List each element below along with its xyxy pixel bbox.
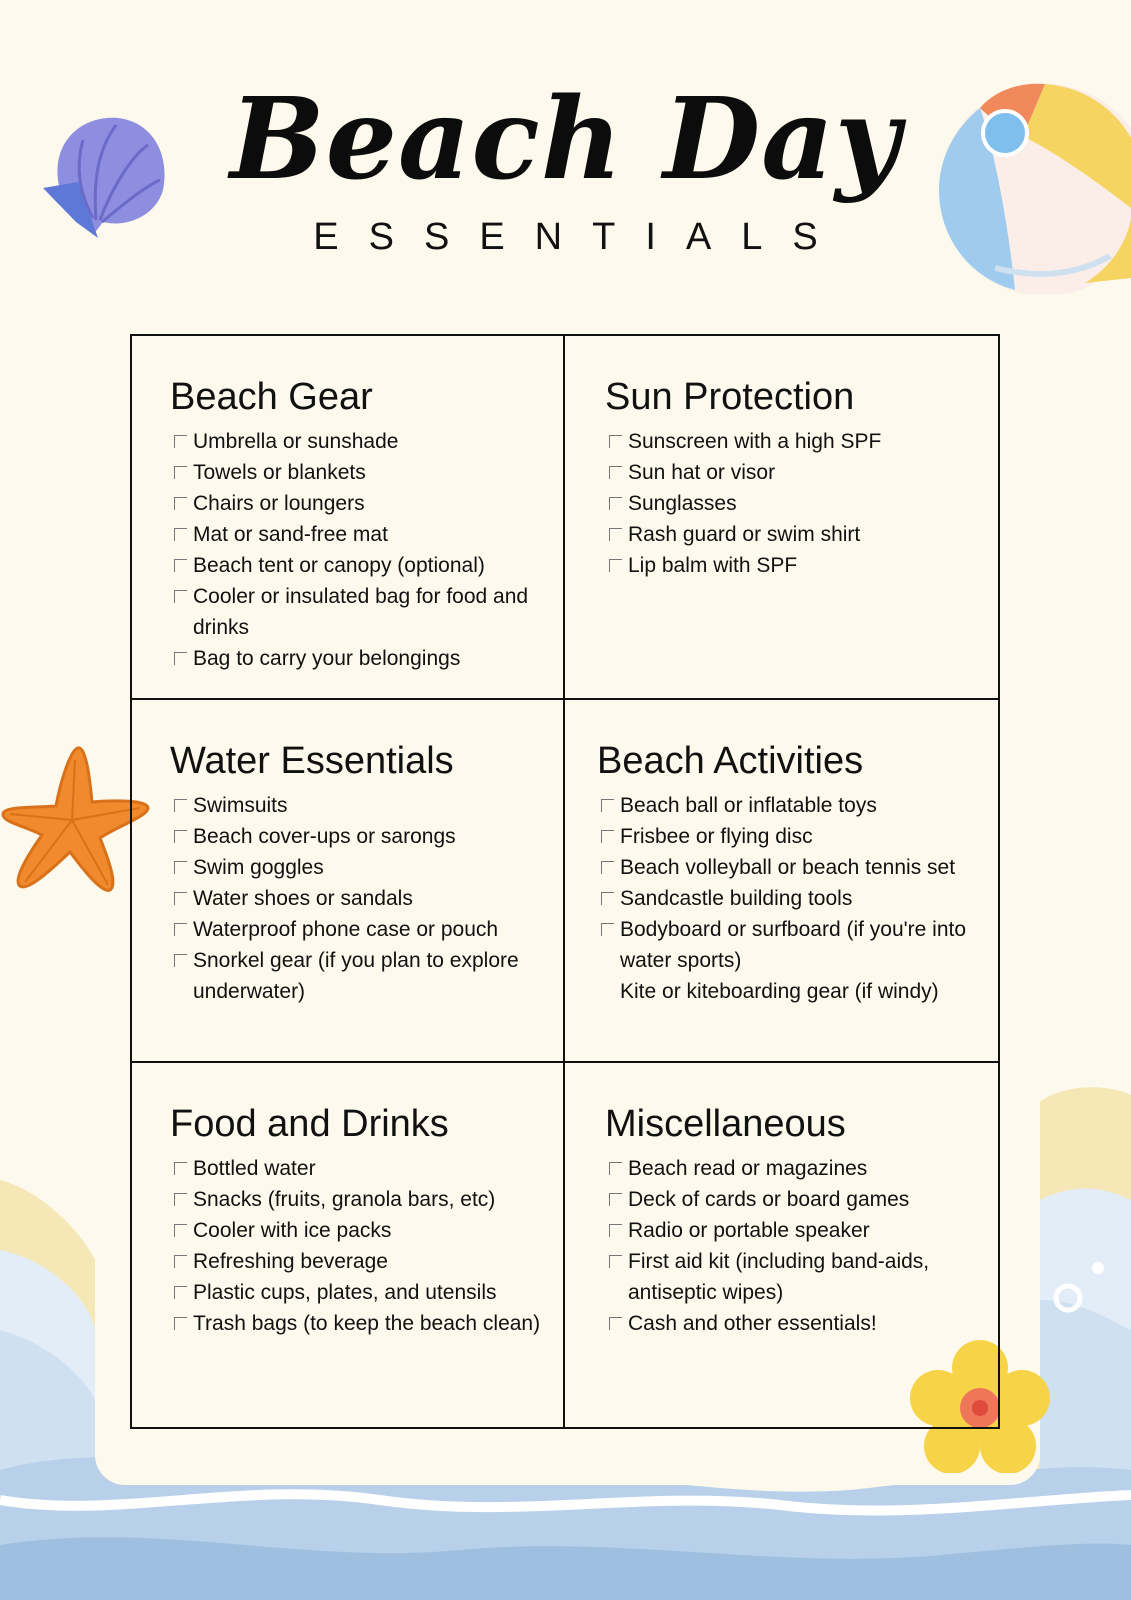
checklist-item <box>170 914 543 945</box>
checklist-item-label: Bag to carry your belongings <box>193 647 461 670</box>
checklist-item <box>605 1308 978 1339</box>
checklist-item <box>170 643 543 674</box>
checklist-item <box>170 488 543 519</box>
checklist-item-label: Bodyboard or surfboard (if you're into water sports) <box>620 917 967 972</box>
checklist-item-label: Lip balm with SPF <box>628 554 798 577</box>
checklist-item-label: Chairs or loungers <box>193 492 365 515</box>
checkbox[interactable] <box>174 1317 187 1330</box>
checklist-item-label: Waterproof phone case or pouch <box>193 917 499 941</box>
checklist-item-label: Swim goggles <box>193 855 324 879</box>
checklist-item-label: Rash guard or swim shirt <box>628 523 861 546</box>
checkbox[interactable] <box>174 435 187 448</box>
checklist-item-label: Beach volleyball or beach tennis set <box>620 855 956 879</box>
checkbox[interactable] <box>174 590 187 603</box>
checklist-item-label: Bottled water <box>193 1157 316 1181</box>
checkbox[interactable] <box>601 861 614 874</box>
checkbox[interactable] <box>609 1193 622 1206</box>
checkbox[interactable] <box>174 861 187 874</box>
checklist-item-label: Beach cover-ups or sarongs <box>193 824 456 848</box>
checklist-item <box>170 883 543 914</box>
checklist-item-label: Swimsuits <box>193 793 288 817</box>
checklist-item <box>605 426 978 457</box>
checklist-item <box>170 1215 543 1246</box>
checkbox[interactable] <box>609 435 622 448</box>
checklist-item-label: Sun hat or visor <box>628 461 776 484</box>
checkbox[interactable] <box>174 497 187 510</box>
checklist-item <box>605 457 978 488</box>
checkbox[interactable] <box>174 830 187 843</box>
checklist-item <box>170 457 543 488</box>
checklist-item-label: Water shoes or sandals <box>193 886 413 910</box>
checkbox[interactable] <box>174 1193 187 1206</box>
checklist-item <box>170 790 543 821</box>
checklist <box>605 1153 978 1339</box>
section-miscellaneous <box>565 1063 998 1427</box>
checklist-item <box>597 914 978 976</box>
checklist-item-label: Beach ball or inflatable toys <box>620 793 877 817</box>
section-heading: Miscellaneous <box>605 1103 846 1146</box>
section-beach-gear <box>132 336 565 700</box>
checklist-item <box>597 883 978 914</box>
section-heading: Water Essentials <box>170 739 454 782</box>
checklist-item <box>597 976 978 1007</box>
checklist <box>597 790 978 1007</box>
checkbox[interactable] <box>609 1224 622 1237</box>
checklist-item-label: Beach read or magazines <box>628 1157 868 1181</box>
checkbox[interactable] <box>174 1255 187 1268</box>
checklist-item <box>170 581 543 643</box>
checklist-item-label: Umbrella or sunshade <box>193 430 399 453</box>
checklist-item <box>605 488 978 519</box>
checkbox[interactable] <box>174 923 187 936</box>
checkbox[interactable] <box>174 528 187 541</box>
section-heading: Food and Drinks <box>170 1103 449 1146</box>
checklist-item-label: Kite or kiteboarding gear (if windy) <box>620 979 939 1003</box>
checklist-item-label: Beach tent or canopy (optional) <box>193 554 485 577</box>
checklist-item <box>170 1153 543 1184</box>
checklist-item-label: Sunscreen with a high SPF <box>628 430 882 453</box>
checklist-item-label: Deck of cards or board games <box>628 1188 910 1212</box>
checklist <box>170 426 543 674</box>
checklist-item-label: Trash bags (to keep the beach clean) <box>193 1312 541 1336</box>
page-subtitle: ESSENTIALS <box>313 216 848 258</box>
checklist-item <box>605 1153 978 1184</box>
section-water-essentials <box>132 700 565 1064</box>
checklist-item <box>605 1215 978 1246</box>
section-sun-protection <box>565 336 998 700</box>
checklist <box>170 1153 543 1339</box>
checkbox[interactable] <box>174 1224 187 1237</box>
checkbox[interactable] <box>174 892 187 905</box>
section-beach-activities <box>565 700 998 1064</box>
checkbox[interactable] <box>174 799 187 812</box>
checklist-item <box>170 519 543 550</box>
checklist-item <box>597 790 978 821</box>
checkbox[interactable] <box>601 830 614 843</box>
checklist-grid <box>130 334 1000 1429</box>
page-title: Beach Day <box>230 74 901 205</box>
checklist-item-label: Snorkel gear (if you plan to explore underwater) <box>193 948 519 1003</box>
checkbox[interactable] <box>174 652 187 665</box>
checklist-item <box>170 550 543 581</box>
checkbox[interactable] <box>601 923 614 936</box>
checklist-item <box>170 945 543 1007</box>
checklist <box>605 426 978 581</box>
checklist-item-label: Frisbee or flying disc <box>620 824 813 848</box>
checkbox[interactable] <box>174 954 187 967</box>
section-heading: Beach Gear <box>170 376 373 418</box>
section-heading: Beach Activities <box>597 739 864 782</box>
checklist-item <box>170 426 543 457</box>
checklist-item <box>605 519 978 550</box>
starfish-icon <box>0 740 150 895</box>
checkbox[interactable] <box>609 1162 622 1175</box>
checklist-item-label: Towels or blankets <box>193 461 366 484</box>
checklist-item-label: Sandcastle building tools <box>620 886 853 910</box>
checklist-item-label: Plastic cups, plates, and utensils <box>193 1281 497 1305</box>
checkbox[interactable] <box>609 528 622 541</box>
checkbox[interactable] <box>601 892 614 905</box>
checklist-item <box>605 1184 978 1215</box>
checklist-item <box>170 1277 543 1308</box>
checkbox[interactable] <box>174 1286 187 1299</box>
checklist-item-label: Sunglasses <box>628 492 737 515</box>
checkbox[interactable] <box>174 1162 187 1175</box>
checklist-item-label: First aid kit (including band-aids, antiseptic wipes) <box>628 1250 930 1305</box>
checklist-item <box>605 550 978 581</box>
checklist-item <box>597 821 978 852</box>
checklist-item-label: Cash and other essentials! <box>628 1312 877 1336</box>
checklist-item-label: Snacks (fruits, granola bars, etc) <box>193 1188 496 1212</box>
checklist-item-label: Radio or portable speaker <box>628 1219 870 1243</box>
checkbox[interactable] <box>601 799 614 812</box>
checklist-item-label: Cooler or insulated bag for food and drinks <box>193 585 529 639</box>
checklist-item <box>170 1308 543 1339</box>
checklist-item <box>170 1184 543 1215</box>
checklist-item <box>605 1246 978 1308</box>
checklist-item <box>170 852 543 883</box>
checklist-item <box>170 821 543 852</box>
section-food-and-drinks <box>132 1063 565 1427</box>
checkbox[interactable] <box>609 466 622 479</box>
checkbox[interactable] <box>609 497 622 510</box>
checklist-item <box>170 1246 543 1277</box>
checklist-item-label: Cooler with ice packs <box>193 1219 392 1243</box>
checkbox[interactable] <box>174 466 187 479</box>
checklist-item-label: Refreshing beverage <box>193 1250 388 1274</box>
section-heading: Sun Protection <box>605 376 855 418</box>
checklist-item <box>597 852 978 883</box>
checklist <box>170 790 543 1007</box>
checkbox[interactable] <box>609 1317 622 1330</box>
checkbox[interactable] <box>609 1255 622 1268</box>
checklist-item-label: Mat or sand-free mat <box>193 523 388 546</box>
checkbox[interactable] <box>609 559 622 572</box>
checkbox[interactable] <box>174 559 187 572</box>
